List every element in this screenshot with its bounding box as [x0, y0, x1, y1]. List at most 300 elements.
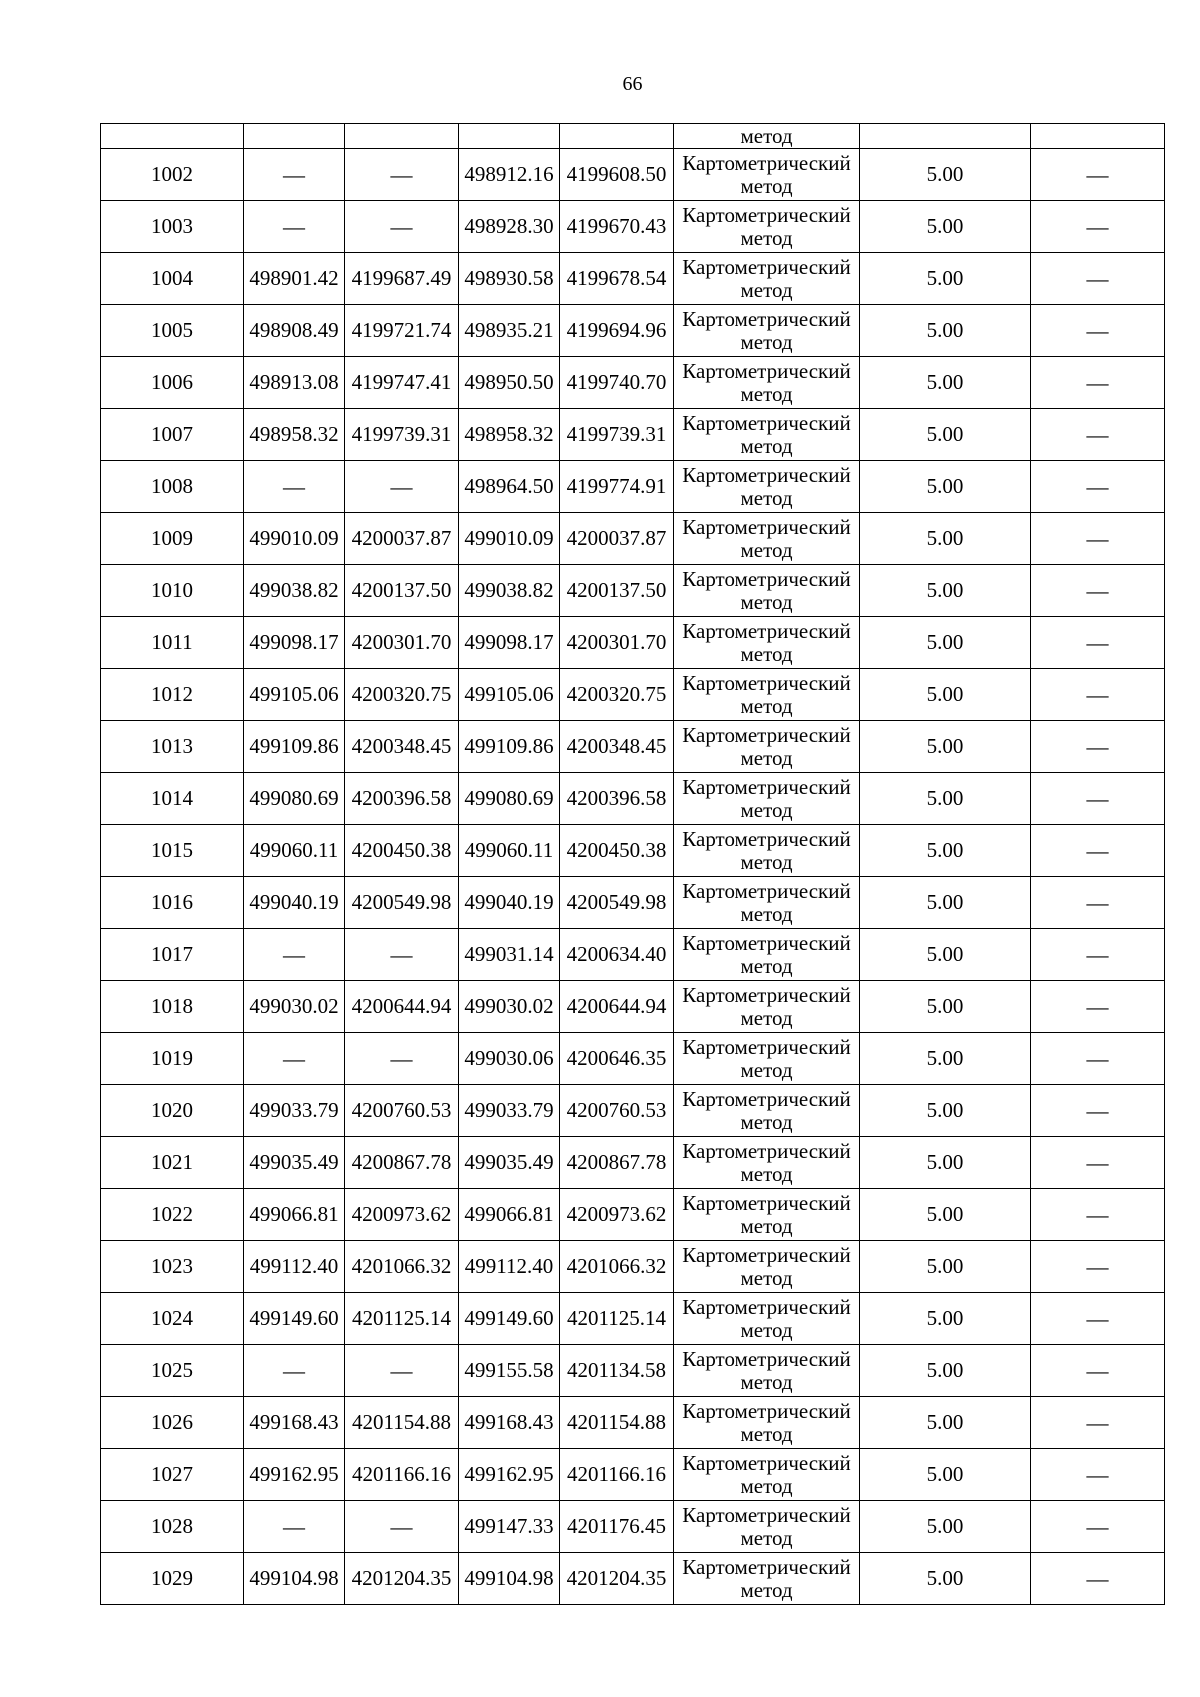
y-refined-cell: 4200634.40	[560, 929, 674, 981]
coordinates-table	[100, 123, 1165, 1605]
y-refined-cell: 4199774.91	[560, 461, 674, 513]
y-existing-cell: 4201066.32	[345, 1241, 459, 1293]
y-existing-cell: 4200973.62	[345, 1189, 459, 1241]
method-line-2: метод	[740, 849, 793, 874]
method-line-2: метод	[740, 1265, 793, 1290]
method-cell	[674, 669, 860, 721]
note-cell: —	[1031, 1449, 1165, 1501]
precision-cell: 5.00	[860, 773, 1031, 825]
precision-cell: 5.00	[860, 409, 1031, 461]
point-id-cell: 1014	[101, 773, 244, 825]
method-line-1: Картометрический	[682, 150, 851, 175]
point-id-cell: 1024	[101, 1293, 244, 1345]
method-line-1: Картометрический	[682, 1450, 851, 1475]
y-refined-cell: 4199670.43	[560, 201, 674, 253]
method-line-1: Картометрический	[682, 982, 851, 1007]
method-cell	[674, 305, 860, 357]
x-refined-cell: 498950.50	[459, 357, 560, 409]
table-row	[101, 305, 1165, 357]
x-existing-cell: 499040.19	[244, 877, 345, 929]
method-cell	[674, 1137, 860, 1189]
y-existing-cell: 4200450.38	[345, 825, 459, 877]
note-cell: —	[1031, 409, 1165, 461]
table-row	[101, 617, 1165, 669]
x-existing-cell: 499060.11	[244, 825, 345, 877]
method-cell	[674, 1033, 860, 1085]
method-cell	[674, 149, 860, 201]
method-cell	[674, 1449, 860, 1501]
y-refined-cell: 4200348.45	[560, 721, 674, 773]
y-existing-cell: —	[345, 149, 459, 201]
table-row	[101, 565, 1165, 617]
x-existing-cell: 499030.02	[244, 981, 345, 1033]
table-row	[101, 1033, 1165, 1085]
note-cell: —	[1031, 877, 1165, 929]
y-existing-cell: 4201166.16	[345, 1449, 459, 1501]
method-cell	[674, 461, 860, 513]
cont-cell-method: метод	[674, 124, 860, 149]
note-cell: —	[1031, 565, 1165, 617]
method-cell	[674, 1189, 860, 1241]
y-refined-cell: 4201176.45	[560, 1501, 674, 1553]
x-existing-cell: —	[244, 461, 345, 513]
method-line-1: Картометрический	[682, 566, 851, 591]
table-row	[101, 721, 1165, 773]
y-existing-cell: —	[345, 461, 459, 513]
y-refined-cell: 4200549.98	[560, 877, 674, 929]
point-id-cell: 1026	[101, 1397, 244, 1449]
table-row	[101, 409, 1165, 461]
y-refined-cell: 4200867.78	[560, 1137, 674, 1189]
precision-cell: 5.00	[860, 513, 1031, 565]
y-existing-cell: —	[345, 1345, 459, 1397]
x-refined-cell: 499155.58	[459, 1345, 560, 1397]
method-line-1: Картометрический	[682, 1034, 851, 1059]
method-line-1: Картометрический	[682, 1346, 851, 1371]
note-cell: —	[1031, 929, 1165, 981]
precision-cell: 5.00	[860, 1345, 1031, 1397]
y-refined-cell: 4201204.35	[560, 1553, 674, 1605]
y-refined-cell: 4201166.16	[560, 1449, 674, 1501]
method-line-1: Картометрический	[682, 878, 851, 903]
table-row	[101, 1345, 1165, 1397]
point-id-cell: 1022	[101, 1189, 244, 1241]
x-existing-cell: 499112.40	[244, 1241, 345, 1293]
x-existing-cell: 499105.06	[244, 669, 345, 721]
method-cell	[674, 409, 860, 461]
x-existing-cell: —	[244, 1501, 345, 1553]
method-cell	[674, 1293, 860, 1345]
x-refined-cell: 498912.16	[459, 149, 560, 201]
x-refined-cell: 499035.49	[459, 1137, 560, 1189]
note-cell: —	[1031, 773, 1165, 825]
x-existing-cell: 499080.69	[244, 773, 345, 825]
x-refined-cell: 499030.06	[459, 1033, 560, 1085]
y-refined-cell: 4200646.35	[560, 1033, 674, 1085]
y-existing-cell: 4201154.88	[345, 1397, 459, 1449]
x-refined-cell: 498964.50	[459, 461, 560, 513]
method-line-2: метод	[740, 953, 793, 978]
method-line-1: Картометрический	[682, 306, 851, 331]
point-id-cell: 1009	[101, 513, 244, 565]
x-existing-cell: 498908.49	[244, 305, 345, 357]
precision-cell: 5.00	[860, 1241, 1031, 1293]
table-row	[101, 461, 1165, 513]
x-refined-cell: 499030.02	[459, 981, 560, 1033]
x-existing-cell: 499104.98	[244, 1553, 345, 1605]
table-row	[101, 1085, 1165, 1137]
y-existing-cell: 4200348.45	[345, 721, 459, 773]
x-refined-cell: 499105.06	[459, 669, 560, 721]
point-id-cell: 1020	[101, 1085, 244, 1137]
precision-cell: 5.00	[860, 1553, 1031, 1605]
x-refined-cell: 498930.58	[459, 253, 560, 305]
table-row	[101, 1397, 1165, 1449]
x-existing-cell: —	[244, 929, 345, 981]
y-refined-cell: 4200037.87	[560, 513, 674, 565]
point-id-cell: 1016	[101, 877, 244, 929]
y-existing-cell: 4199721.74	[345, 305, 459, 357]
method-line-2: метод	[740, 277, 793, 302]
table-row	[101, 201, 1165, 253]
point-id-cell: 1019	[101, 1033, 244, 1085]
method-line-2: метод	[740, 1005, 793, 1030]
y-refined-cell: 4200137.50	[560, 565, 674, 617]
note-cell: —	[1031, 1241, 1165, 1293]
table-row	[101, 1137, 1165, 1189]
y-existing-cell: 4201204.35	[345, 1553, 459, 1605]
y-existing-cell: 4200760.53	[345, 1085, 459, 1137]
note-cell: —	[1031, 1501, 1165, 1553]
method-line-1: Картометрический	[682, 774, 851, 799]
method-line-2: метод	[740, 641, 793, 666]
table-row	[101, 1189, 1165, 1241]
point-id-cell: 1015	[101, 825, 244, 877]
x-refined-cell: 499033.79	[459, 1085, 560, 1137]
method-line-1: Картометрический	[682, 1398, 851, 1423]
method-line-2: метод	[740, 589, 793, 614]
method-line-2: метод	[740, 1213, 793, 1238]
x-refined-cell: 499147.33	[459, 1501, 560, 1553]
x-refined-cell: 499038.82	[459, 565, 560, 617]
precision-cell: 5.00	[860, 877, 1031, 929]
method-cell	[674, 981, 860, 1033]
y-existing-cell: 4200644.94	[345, 981, 459, 1033]
x-existing-cell: 498901.42	[244, 253, 345, 305]
x-existing-cell: 499168.43	[244, 1397, 345, 1449]
y-existing-cell: —	[345, 1501, 459, 1553]
note-cell: —	[1031, 1345, 1165, 1397]
note-cell: —	[1031, 721, 1165, 773]
method-line-1: Картометрический	[682, 826, 851, 851]
x-existing-cell: 499038.82	[244, 565, 345, 617]
y-existing-cell: 4200320.75	[345, 669, 459, 721]
method-line-2: метод	[740, 225, 793, 250]
y-existing-cell: 4200137.50	[345, 565, 459, 617]
method-line-2: метод	[740, 1369, 793, 1394]
cont-cell-x1	[244, 124, 345, 149]
y-existing-cell: 4199739.31	[345, 409, 459, 461]
precision-cell: 5.00	[860, 1189, 1031, 1241]
method-line-1: Картометрический	[682, 514, 851, 539]
precision-cell: 5.00	[860, 201, 1031, 253]
method-cell	[674, 1085, 860, 1137]
point-id-cell: 1008	[101, 461, 244, 513]
y-refined-cell: 4200760.53	[560, 1085, 674, 1137]
point-id-cell: 1002	[101, 149, 244, 201]
precision-cell: 5.00	[860, 721, 1031, 773]
note-cell: —	[1031, 149, 1165, 201]
table-body	[101, 124, 1165, 1605]
table-row	[101, 1553, 1165, 1605]
precision-cell: 5.00	[860, 305, 1031, 357]
point-id-cell: 1025	[101, 1345, 244, 1397]
continuation-row	[101, 124, 1165, 149]
precision-cell: 5.00	[860, 669, 1031, 721]
y-refined-cell: 4200644.94	[560, 981, 674, 1033]
y-refined-cell: 4200450.38	[560, 825, 674, 877]
y-existing-cell: 4201125.14	[345, 1293, 459, 1345]
table-row	[101, 1293, 1165, 1345]
note-cell: —	[1031, 981, 1165, 1033]
precision-cell: 5.00	[860, 253, 1031, 305]
method-line-2: метод	[740, 1473, 793, 1498]
method-line-2: метод	[740, 901, 793, 926]
method-line-1: Картометрический	[682, 358, 851, 383]
precision-cell: 5.00	[860, 825, 1031, 877]
precision-cell: 5.00	[860, 617, 1031, 669]
method-line-1: Картометрический	[682, 1502, 851, 1527]
table-row	[101, 929, 1165, 981]
method-line-1: Картометрический	[682, 1190, 851, 1215]
x-existing-cell: 499098.17	[244, 617, 345, 669]
note-cell: —	[1031, 513, 1165, 565]
precision-cell: 5.00	[860, 149, 1031, 201]
method-cell	[674, 1345, 860, 1397]
y-existing-cell: 4200867.78	[345, 1137, 459, 1189]
method-line-2: метод	[740, 1057, 793, 1082]
precision-cell: 5.00	[860, 357, 1031, 409]
y-refined-cell: 4200396.58	[560, 773, 674, 825]
point-id-cell: 1018	[101, 981, 244, 1033]
point-id-cell: 1010	[101, 565, 244, 617]
precision-cell: 5.00	[860, 929, 1031, 981]
y-refined-cell: 4201134.58	[560, 1345, 674, 1397]
method-cell	[674, 773, 860, 825]
precision-cell: 5.00	[860, 1501, 1031, 1553]
method-line-2: метод	[740, 485, 793, 510]
x-refined-cell: 499109.86	[459, 721, 560, 773]
note-cell: —	[1031, 1553, 1165, 1605]
method-line-1: Картометрический	[682, 1554, 851, 1579]
x-refined-cell: 499162.95	[459, 1449, 560, 1501]
cont-cell-precision	[860, 124, 1031, 149]
note-cell: —	[1031, 1033, 1165, 1085]
y-refined-cell: 4199694.96	[560, 305, 674, 357]
point-id-cell: 1013	[101, 721, 244, 773]
x-refined-cell: 499031.14	[459, 929, 560, 981]
cont-cell-y1	[345, 124, 459, 149]
x-existing-cell: —	[244, 1033, 345, 1085]
table-row	[101, 877, 1165, 929]
table-row	[101, 1449, 1165, 1501]
method-cell	[674, 1397, 860, 1449]
x-existing-cell: —	[244, 1345, 345, 1397]
table-row	[101, 513, 1165, 565]
method-line-2: метод	[740, 1577, 793, 1602]
method-line-2: метод	[740, 1161, 793, 1186]
page-number: 66	[622, 73, 643, 95]
method-cell	[674, 825, 860, 877]
note-cell: —	[1031, 1397, 1165, 1449]
note-cell: —	[1031, 1189, 1165, 1241]
y-refined-cell: 4199739.31	[560, 409, 674, 461]
point-id-cell: 1023	[101, 1241, 244, 1293]
method-cell	[674, 513, 860, 565]
table-row	[101, 1501, 1165, 1553]
method-cell	[674, 721, 860, 773]
precision-cell: 5.00	[860, 1397, 1031, 1449]
method-cell	[674, 357, 860, 409]
x-refined-cell: 499098.17	[459, 617, 560, 669]
y-existing-cell: 4200549.98	[345, 877, 459, 929]
x-existing-cell: 498913.08	[244, 357, 345, 409]
x-existing-cell: 499066.81	[244, 1189, 345, 1241]
method-line-2: метод	[740, 797, 793, 822]
note-cell: —	[1031, 357, 1165, 409]
method-cell	[674, 617, 860, 669]
x-refined-cell: 499066.81	[459, 1189, 560, 1241]
y-existing-cell: 4200301.70	[345, 617, 459, 669]
method-line-2: метод	[740, 693, 793, 718]
method-cell	[674, 1553, 860, 1605]
x-existing-cell: —	[244, 201, 345, 253]
note-cell: —	[1031, 669, 1165, 721]
point-id-cell: 1012	[101, 669, 244, 721]
method-cell	[674, 1241, 860, 1293]
y-existing-cell: 4199687.49	[345, 253, 459, 305]
precision-cell: 5.00	[860, 981, 1031, 1033]
y-existing-cell: 4199747.41	[345, 357, 459, 409]
point-id-cell: 1021	[101, 1137, 244, 1189]
x-existing-cell: —	[244, 149, 345, 201]
precision-cell: 5.00	[860, 1085, 1031, 1137]
method-line-1: Картометрический	[682, 1138, 851, 1163]
y-refined-cell: 4201125.14	[560, 1293, 674, 1345]
note-cell: —	[1031, 201, 1165, 253]
method-line-1: Картометрический	[682, 1294, 851, 1319]
method-cell	[674, 877, 860, 929]
method-line-1: Картометрический	[682, 462, 851, 487]
table-row	[101, 981, 1165, 1033]
y-refined-cell: 4199608.50	[560, 149, 674, 201]
point-id-cell: 1027	[101, 1449, 244, 1501]
method-line-2: метод	[740, 329, 793, 354]
table-row	[101, 357, 1165, 409]
method-line-2: метод	[740, 745, 793, 770]
precision-cell: 5.00	[860, 1033, 1031, 1085]
x-refined-cell: 499060.11	[459, 825, 560, 877]
y-refined-cell: 4199678.54	[560, 253, 674, 305]
method-line-2: метод	[740, 1525, 793, 1550]
x-refined-cell: 499168.43	[459, 1397, 560, 1449]
method-line-2: метод	[740, 433, 793, 458]
y-refined-cell: 4200320.75	[560, 669, 674, 721]
x-refined-cell: 499104.98	[459, 1553, 560, 1605]
y-refined-cell: 4200301.70	[560, 617, 674, 669]
note-cell: —	[1031, 825, 1165, 877]
x-refined-cell: 499010.09	[459, 513, 560, 565]
precision-cell: 5.00	[860, 461, 1031, 513]
point-id-cell: 1007	[101, 409, 244, 461]
table-row	[101, 773, 1165, 825]
table-row	[101, 253, 1165, 305]
method-line-1: Картометрический	[682, 1242, 851, 1267]
x-existing-cell: 499033.79	[244, 1085, 345, 1137]
point-id-cell: 1028	[101, 1501, 244, 1553]
method-line-2: метод	[740, 381, 793, 406]
x-refined-cell: 499080.69	[459, 773, 560, 825]
method-cell	[674, 565, 860, 617]
method-cell	[674, 201, 860, 253]
note-cell: —	[1031, 617, 1165, 669]
method-line-2: метод	[740, 1317, 793, 1342]
table-row	[101, 149, 1165, 201]
note-cell: —	[1031, 1137, 1165, 1189]
point-id-cell: 1003	[101, 201, 244, 253]
y-existing-cell: —	[345, 929, 459, 981]
method-line-1: Картометрический	[682, 722, 851, 747]
y-existing-cell: —	[345, 201, 459, 253]
method-line-1: Картометрический	[682, 930, 851, 955]
table-row	[101, 1241, 1165, 1293]
note-cell: —	[1031, 1085, 1165, 1137]
cont-cell-id	[101, 124, 244, 149]
x-refined-cell: 499112.40	[459, 1241, 560, 1293]
method-line-1: Картометрический	[682, 254, 851, 279]
y-refined-cell: 4201154.88	[560, 1397, 674, 1449]
method-line-2: метод	[740, 173, 793, 198]
y-refined-cell: 4201066.32	[560, 1241, 674, 1293]
method-line-2: метод	[740, 537, 793, 562]
method-line-1: Картометрический	[682, 670, 851, 695]
precision-cell: 5.00	[860, 1293, 1031, 1345]
x-refined-cell: 499040.19	[459, 877, 560, 929]
x-existing-cell: 498958.32	[244, 409, 345, 461]
y-existing-cell: 4200037.87	[345, 513, 459, 565]
y-existing-cell: —	[345, 1033, 459, 1085]
point-id-cell: 1005	[101, 305, 244, 357]
cont-cell-x2	[459, 124, 560, 149]
precision-cell: 5.00	[860, 1137, 1031, 1189]
precision-cell: 5.00	[860, 1449, 1031, 1501]
x-existing-cell: 499149.60	[244, 1293, 345, 1345]
note-cell: —	[1031, 1293, 1165, 1345]
method-cell	[674, 1501, 860, 1553]
method-line-1: Картометрический	[682, 202, 851, 227]
point-id-cell: 1006	[101, 357, 244, 409]
method-line-1: Картометрический	[682, 1086, 851, 1111]
method-line-2: метод	[740, 1421, 793, 1446]
table-row	[101, 669, 1165, 721]
x-refined-cell: 498935.21	[459, 305, 560, 357]
cont-cell-y2	[560, 124, 674, 149]
cont-cell-note	[1031, 124, 1165, 149]
y-existing-cell: 4200396.58	[345, 773, 459, 825]
point-id-cell: 1017	[101, 929, 244, 981]
x-existing-cell: 499010.09	[244, 513, 345, 565]
y-refined-cell: 4199740.70	[560, 357, 674, 409]
